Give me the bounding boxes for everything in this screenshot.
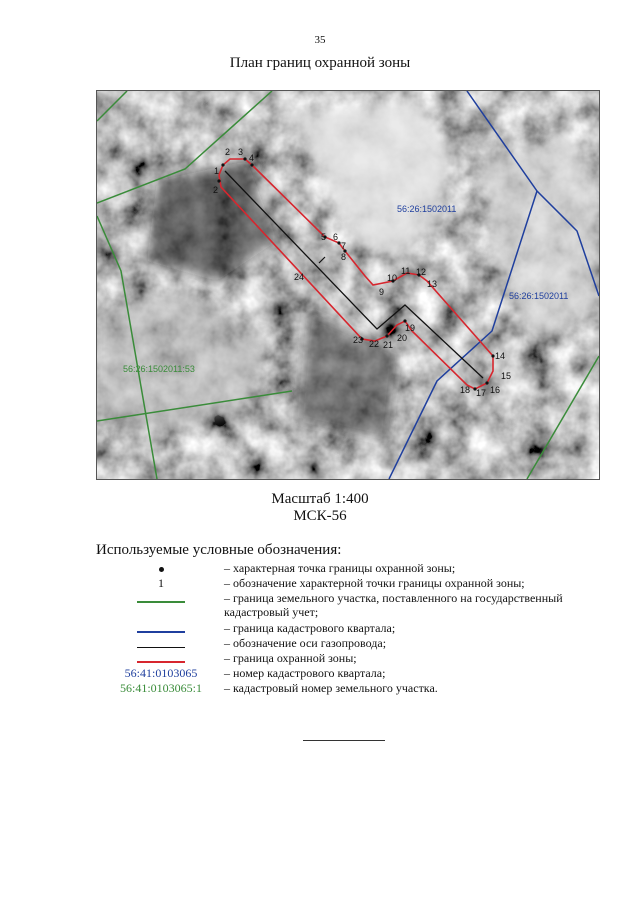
point-label: 23 — [353, 335, 364, 345]
quarter-number-label: 56:26:1502011 — [509, 291, 569, 301]
legend-item: 56:41:0103065 – номер кадастрового квартала; — [124, 666, 386, 680]
coordinate-system: МСК-56 — [293, 508, 347, 524]
point-label: 24 — [294, 272, 305, 282]
point-label: 21 — [383, 340, 394, 350]
red-line-icon — [137, 661, 185, 663]
quarter-number-label: 56:26:1502011 — [397, 204, 457, 214]
point-label: 22 — [369, 339, 380, 349]
point-label: 2 — [213, 185, 219, 195]
point-label: 19 — [405, 323, 416, 333]
parcel-number-label: 56:26:1502011:53 — [123, 364, 195, 374]
point-marker-icon — [159, 567, 164, 572]
legend-item: – граница кадастрового квартала; — [96, 621, 606, 636]
legend-item: – характерная точка границы охранной зоны; — [96, 561, 606, 576]
legend-item: – граница охранной зоны; — [96, 651, 606, 666]
footer-divider — [303, 740, 385, 741]
black-line-icon — [137, 647, 185, 648]
point-label: 1 — [214, 166, 220, 176]
page-number: 35 — [314, 34, 326, 46]
point-label: 17 — [476, 388, 487, 398]
point-label: 2 — [225, 147, 231, 157]
point-label: 9 — [379, 287, 385, 297]
legend — [96, 561, 606, 696]
point-label: 20 — [397, 333, 408, 343]
point-label: 4 — [249, 153, 255, 163]
legend-item: – обозначение оси газопровода; — [96, 636, 606, 651]
point-label: 18 — [460, 385, 471, 395]
point-label: 14 — [495, 351, 506, 361]
scale-ratio: Масштаб 1:400 — [271, 491, 369, 507]
point-label: 15 — [501, 371, 512, 381]
point-label: 13 — [427, 279, 438, 289]
legend-title: Используемые условные обозначения: — [96, 542, 342, 558]
point-label: 3 — [238, 147, 244, 157]
point-label: 12 — [416, 267, 427, 277]
legend-item: – граница земельного участка, поставленного на государственный кадастровый учет; — [96, 591, 606, 621]
point-label: 10 — [387, 273, 398, 283]
point-label: 6 — [333, 232, 339, 242]
point-label: 5 — [321, 232, 327, 242]
map-view[interactable] — [96, 90, 600, 480]
blue-line-icon — [137, 631, 185, 633]
page-title: План границ охранной зоны — [229, 55, 411, 71]
map-canvas — [97, 91, 599, 479]
point-label: 11 — [401, 266, 411, 276]
point-label: 16 — [490, 385, 501, 395]
legend-item: 56:41:0103065:1 – кадастровый номер земельного участка. — [119, 681, 438, 695]
legend-item: 1 – обозначение характерной точки границы охранной зоны; — [158, 576, 525, 590]
point-label: 8 — [341, 252, 347, 262]
green-line-icon — [137, 601, 185, 603]
point-label: 7 — [341, 241, 347, 251]
map-scale — [0, 491, 640, 525]
